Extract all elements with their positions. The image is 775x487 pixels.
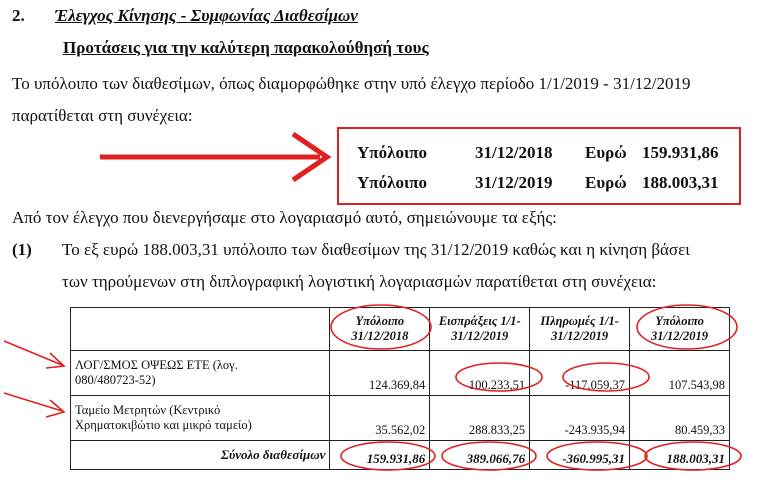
balance-amount: 188.003,31 <box>642 173 719 192</box>
intro-line-2: παρατίθεται στη συνέχεια: <box>12 106 193 125</box>
table-header: Πληρωμές 1/1- 31/12/2019 <box>530 308 630 351</box>
total-label: Σύνολο διαθεσίμων <box>71 441 330 470</box>
total-cell: -360.995,31 <box>530 441 630 470</box>
findings-intro: Από τον έλεγχο που διενεργήσαμε στο λογαριασμό αυτό, σημειώνουμε τα εξής: <box>12 208 557 227</box>
balance-label: Υπόλοιπο <box>357 173 428 192</box>
table-cell: -117.059,37 <box>530 351 630 396</box>
table-header-empty <box>71 308 330 351</box>
section-title: Έλεγχος Κίνησης - Συμφωνίας Διαθεσίμων <box>55 6 358 25</box>
arrow-right-icon <box>95 130 335 190</box>
balance-date: 31/12/2019 <box>475 173 553 192</box>
cash-movement-table <box>70 307 730 470</box>
intro-line-1: Το υπόλοιπο των διαθεσίμων, όπως διαμορφώθηκε στην υπό έλεγχο περίοδο 1/1/2019 - 31/12/2019 <box>12 74 691 93</box>
total-cell: 389.066,76 <box>430 441 530 470</box>
point-line-1: Το εξ ευρώ 188.003,31 υπόλοιπο των διαθεσίμων της 31/12/2019 καθώς και η κίνηση βάσει <box>62 240 690 259</box>
table-cell: 107.543,98 <box>630 351 730 396</box>
table-header: Υπόλοιπο 31/12/2018 <box>330 308 430 351</box>
table-cell: 80.459,33 <box>630 396 730 441</box>
balance-amount: 159.931,86 <box>642 143 719 162</box>
balance-currency: Ευρώ <box>585 143 627 162</box>
total-row <box>71 441 730 470</box>
table-header: Υπόλοιπο 31/12/2019 <box>630 308 730 351</box>
table-cell: 35.562,02 <box>330 396 430 441</box>
balances-box <box>337 127 741 205</box>
point-number: (1) <box>12 240 32 259</box>
balance-currency: Ευρώ <box>585 173 627 192</box>
arrow-annotation-icon <box>0 385 72 425</box>
table-header: Εισπράξεις 1/1- 31/12/2019 <box>430 308 530 351</box>
balance-label: Υπόλοιπο <box>357 143 428 162</box>
table-cell: 288.833,25 <box>430 396 530 441</box>
table-header-row <box>71 308 730 351</box>
point-line-2: των τηρούμενων στη διπλογραφική λογιστική λογαριασμών παρατίθεται στη συνέχεια: <box>62 272 657 291</box>
table-cell: -243.935,94 <box>530 396 630 441</box>
table-row <box>71 351 730 396</box>
table-cell: 100.233,51 <box>430 351 530 396</box>
total-cell: 188.003,31 <box>630 441 730 470</box>
total-cell: 159.931,86 <box>330 441 430 470</box>
arrow-annotation-icon <box>0 335 72 375</box>
row-label: ΛΟΓ/ΣΜΟΣ ΟΨΕΩΣ ΕΤΕ (λογ. 080/480723-52) <box>71 351 330 396</box>
table-row <box>71 396 730 441</box>
section-subtitle: Προτάσεις για την καλύτερη παρακολούθησή τους <box>63 38 429 57</box>
row-label: Ταμείο Μετρητών (Κεντρικό Χρηματοκιβώτιο και μικρό ταμείο) <box>71 396 330 441</box>
section-number: 2. <box>12 6 25 25</box>
balance-date: 31/12/2018 <box>475 143 553 162</box>
table-cell: 124.369,84 <box>330 351 430 396</box>
